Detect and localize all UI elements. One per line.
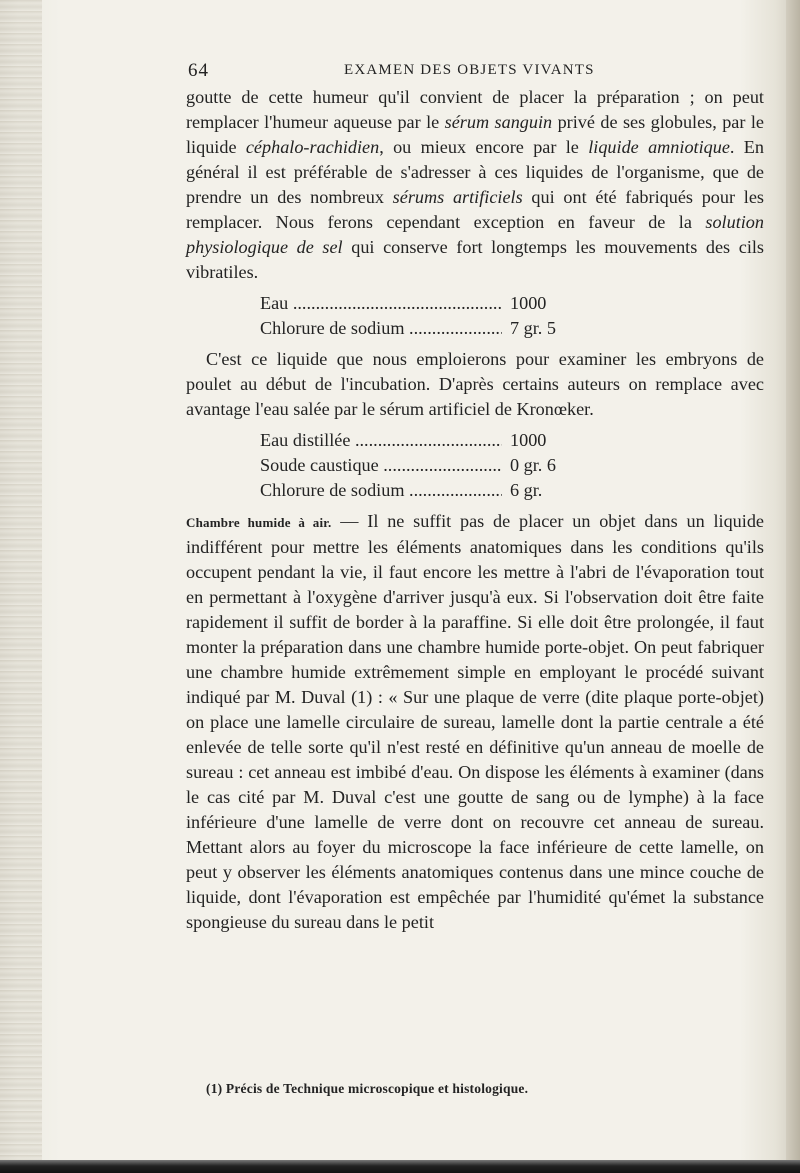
text-run: privé de ses globules, par le liquide: [186, 112, 764, 157]
page-number: 64: [188, 60, 209, 81]
ingredient-quantity: 1000: [510, 293, 547, 313]
italic-term: sérums artificiels: [392, 187, 523, 207]
running-header: [188, 60, 748, 86]
section-run-in-heading: Chambre humide à air.: [186, 515, 332, 530]
ingredient-name: Soude caustique .....: [260, 453, 502, 478]
italic-term: sérum sanguin: [444, 112, 553, 132]
footnote: (1) Précis de Technique microscopique et histologique.: [206, 1081, 529, 1096]
text-run: — Il ne suffit pas de placer un objet dans un liquide indifférent pour mettre les éléments anatomiques dans les conditions qu'ils occupent pendant la vie, il faut encore les mettre à l'abri de l'évaporation tout en permettant à l'oxygène d'arriver jusqu'à eux. Si l'observation doit être faite rapidement il suffit de border à la paraffine. Si elle doit être prolongée, il faut monter la préparation dans une chambre humide porte-objet. On peut fabriquer une chambre humide extrêmement simple en employant le procédé suivant indiqué par M. Duval (1) : « Sur une plaque de verre (dite plaque porte-objet) on place une lamelle circulaire de sureau, lamelle dont la partie centrale a été enlevée de telle sorte qu'il n'est resté en définitive qu'un anneau de moelle de sureau : cet anneau est imbibé d'eau. On dispose les éléments à examiner (dans le cas cité par M. Duval c'est une goutte de sang ou de lymphe) à la face inférieure d'une lamelle de verre dont on recouvre cet anneau de sureau. Mettant alors au foyer du microscope la face inférieure de cette lamelle, on peut y observer les éléments anatomiques contenus dans une mince couche de liquide, dont l'évaporation est empêchée par l'humidité qu'émet la substance spongieuse du sureau dans le petit: [186, 511, 764, 932]
recipe-row: [260, 291, 620, 316]
ingredient-name: Eau distillée .....: [260, 428, 502, 453]
ingredient-quantity: 1000: [510, 430, 547, 450]
recipe-table-1: [260, 291, 620, 341]
text-run: goutte de cette humeur qu'il convient de placer la préparation ; on peut remplacer l'humeur aqueuse par le: [186, 87, 764, 132]
ingredient-name: Eau .....: [260, 291, 502, 316]
ingredient-name: Chlorure de sodium .....: [260, 316, 502, 341]
text-run: . En général il est préférable de s'adresser à ces liquides de l'organisme, que de prendre un des nombreux: [186, 137, 764, 207]
paragraph-1: [186, 85, 764, 285]
recipe-row: [260, 316, 620, 341]
ingredient-quantity: 7 gr. 5: [510, 318, 556, 338]
text-run: qui conserve fort longtemps les mouvements des cils vibratiles.: [186, 237, 764, 282]
scan-bottom-edge: [0, 1160, 800, 1173]
recipe-row: [260, 453, 620, 478]
ingredient-quantity: 6 gr.: [510, 480, 543, 500]
italic-term: liquide amniotique: [588, 137, 730, 157]
paragraph-3: [186, 509, 764, 935]
recipe-row: [260, 428, 620, 453]
page-gutter-shadow: [0, 0, 42, 1173]
recipe-row: [260, 478, 620, 503]
italic-term: solution physiologique de sel: [186, 212, 764, 257]
ingredient-name: Chlorure de sodium .....: [260, 478, 502, 503]
body-text: [186, 85, 764, 935]
text-run: , ou mieux encore par le: [379, 137, 589, 157]
text-run: qui ont été fabriqués pour les remplacer. Nous ferons cependant exception en faveur de la: [186, 187, 764, 232]
recipe-table-2: [260, 428, 620, 503]
ingredient-quantity: 0 gr. 6: [510, 455, 556, 475]
page-edge: [786, 0, 800, 1173]
paragraph-2: C'est ce liquide que nous emploierons pour examiner les embryons de poulet au début de l'incubation. D'après certains auteurs on remplace avec avantage l'eau salée par le sérum artificiel de Kronœker.: [186, 349, 764, 419]
italic-term: céphalo-rachidien: [245, 137, 380, 157]
running-title: EXAMEN DES OBJETS VIVANTS: [344, 62, 595, 78]
